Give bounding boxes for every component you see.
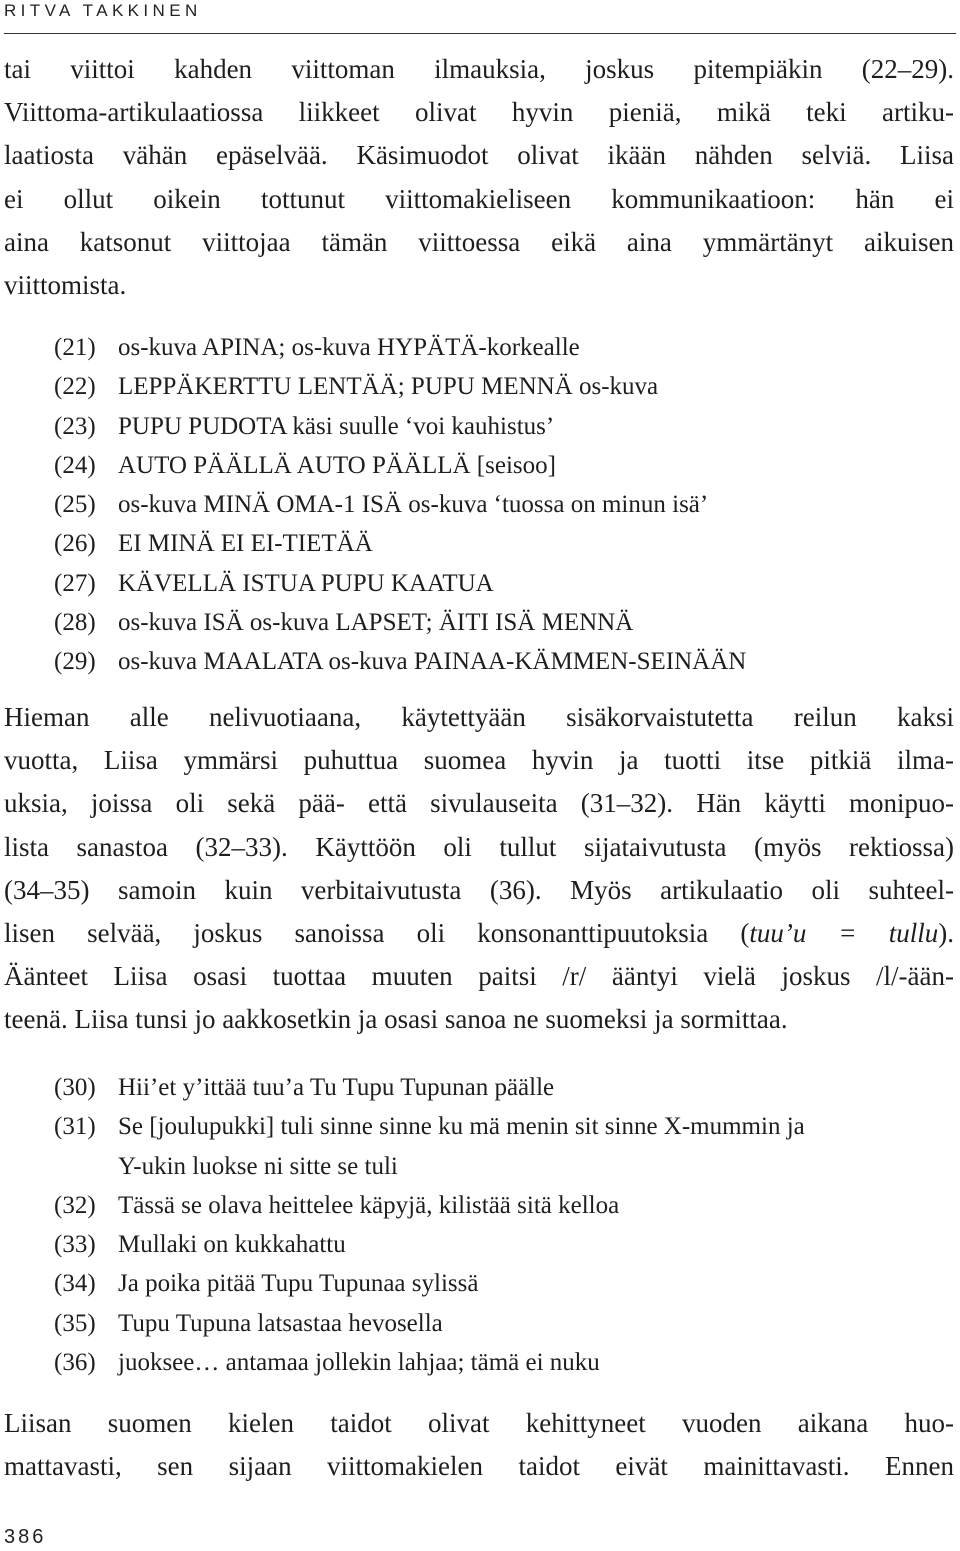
example-item [54, 485, 960, 524]
example-number: (27) [54, 569, 96, 597]
example-number: (24) [54, 451, 96, 479]
example-text: KÄVELLÄ ISTUA PUPU KAATUA [118, 569, 494, 597]
example-continuation: Y-ukin luokse ni sitte se tuli [118, 1152, 398, 1180]
example-number: (29) [54, 648, 96, 676]
example-item [54, 1225, 960, 1264]
page-number: 386 [4, 1526, 47, 1548]
example-item [54, 1264, 960, 1303]
text-line: (34–35) samoin kuin verbitaivutusta (36). Myös artikulaatio oli suhteel- [4, 874, 954, 905]
example-text: os-kuva APINA; os-kuva HYPÄTÄ-korkealle [118, 334, 580, 361]
example-text: Tupu Tupuna latsastaa hevosella [118, 1309, 443, 1337]
example-item [54, 524, 960, 563]
example-item [54, 446, 960, 485]
example-text: EI MINÄ EI EI-TIETÄÄ [118, 530, 373, 558]
text-line: viittomista. [4, 270, 127, 301]
example-text: Tässä se olava heittelee käpyjä, kilistää sitä kelloa [118, 1191, 620, 1219]
example-text: Hii’et y’ittää tuu’a Tu Tupu Tupunan päälle [118, 1074, 555, 1101]
example-number: (21) [54, 334, 96, 361]
text-line: aina katsonut viittojaa tämän viittoessa eikä aina ymmärtänyt aikuisen [4, 226, 954, 257]
text-line: mattavasti, sen sijaan viittomakielen taidot eivät mainittavasti. Ennen [4, 1451, 954, 1482]
example-text: os-kuva ISÄ os-kuva LAPSET; ÄITI ISÄ MENNÄ [118, 609, 634, 637]
body-paragraph-1 [4, 48, 954, 307]
text-run: ). [938, 918, 955, 949]
example-number: (34) [54, 1270, 96, 1298]
body-paragraph-3 [4, 1402, 954, 1488]
example-item [54, 564, 960, 603]
example-text: Mullaki on kukkahattu [118, 1231, 346, 1259]
text-line: Äänteet Liisa osasi tuottaa muuten paitsi /r/ ääntyi vielä joskus /l/-ään- [4, 961, 954, 992]
text-line: lista sanastoa (32–33). Käyttöön oli tullut sijataivutusta (myös rektiossa) [4, 831, 954, 862]
example-number: (23) [54, 412, 96, 440]
example-item [54, 367, 960, 406]
example-list-21-29 [54, 328, 960, 682]
text-line: tai viittoi kahden viittoman ilmauksia, joskus pitempiäkin (22–29). [4, 54, 954, 84]
example-number: (30) [54, 1074, 96, 1101]
text-line: Liisan suomen kielen taidot olivat kehittyneet vuoden aikana huo- [4, 1408, 954, 1438]
example-item [54, 603, 960, 642]
example-number: (35) [54, 1309, 96, 1337]
example-item [54, 1343, 960, 1382]
example-number: (32) [54, 1191, 96, 1219]
example-number: (33) [54, 1231, 96, 1259]
example-item [54, 1107, 960, 1186]
example-item [54, 642, 960, 681]
example-number: (31) [54, 1113, 96, 1141]
italic-example-word: tuu’u = tullu [749, 918, 939, 949]
example-item [54, 328, 960, 367]
example-text: Ja poika pitää Tupu Tupunaa sylissä [118, 1270, 479, 1298]
text-line: Viittoma-artikulaatiossa liikkeet olivat hyvin pieniä, mikä teki artiku- [4, 97, 954, 128]
example-text: AUTO PÄÄLLÄ AUTO PÄÄLLÄ [seisoo] [118, 451, 556, 479]
example-text: os-kuva MINÄ OMA-1 ISÄ os-kuva ‘tuossa on minun isä’ [118, 491, 709, 519]
example-number: (36) [54, 1349, 96, 1377]
example-item [54, 1068, 960, 1107]
text-line: teenä. Liisa tunsi jo aakkosetkin ja osasi sanoa ne suomeksi ja sormittaa. [4, 1004, 788, 1035]
example-number: (26) [54, 530, 96, 558]
example-number: (28) [54, 609, 96, 637]
text-line [4, 912, 954, 955]
example-text: os-kuva MAALATA os-kuva PAINAA-KÄMMEN-SEINÄÄN [118, 648, 747, 676]
text-line: ei ollut oikein tottunut viittomakieliseen kommunikaatioon: hän ei [4, 183, 954, 214]
text-line: laatiosta vähän epäselvää. Käsimuodot olivat ikään nähden selviä. Liisa [4, 140, 954, 171]
example-number: (25) [54, 491, 96, 519]
example-list-30-36 [54, 1068, 960, 1382]
text-line: uksia, joissa oli sekä pää- että sivulauseita (31–32). Hän käytti monipuo- [4, 788, 954, 819]
text-line: Hieman alle nelivuotiaana, käytettyään sisäkorvaistutetta reilun kaksi [4, 702, 954, 732]
text-line: vuotta, Liisa ymmärsi puhuttua suomea hyvin ja tuotti itse pitkiä ilma- [4, 745, 954, 776]
text-run: lisen selvää, joskus sanoissa oli konsonanttipuutoksia ( [4, 918, 750, 949]
example-item [54, 1304, 960, 1343]
example-number: (22) [54, 373, 96, 401]
running-head: RITVA TAKKINEN [4, 1, 202, 20]
header-rule [4, 33, 956, 34]
example-item [54, 1186, 960, 1225]
body-paragraph-2 [4, 696, 954, 1042]
example-text: PUPU PUDOTA käsi suulle ‘voi kauhistus’ [118, 412, 555, 440]
example-item [54, 407, 960, 446]
example-text: juoksee… antamaa jollekin lahjaa; tämä ei nuku [118, 1349, 600, 1377]
example-text: Se [joulupukki] tuli sinne sinne ku mä menin sit sinne X-mummin ja [118, 1113, 805, 1141]
example-text: LEPPÄKERTTU LENTÄÄ; PUPU MENNÄ os-kuva [118, 373, 659, 401]
